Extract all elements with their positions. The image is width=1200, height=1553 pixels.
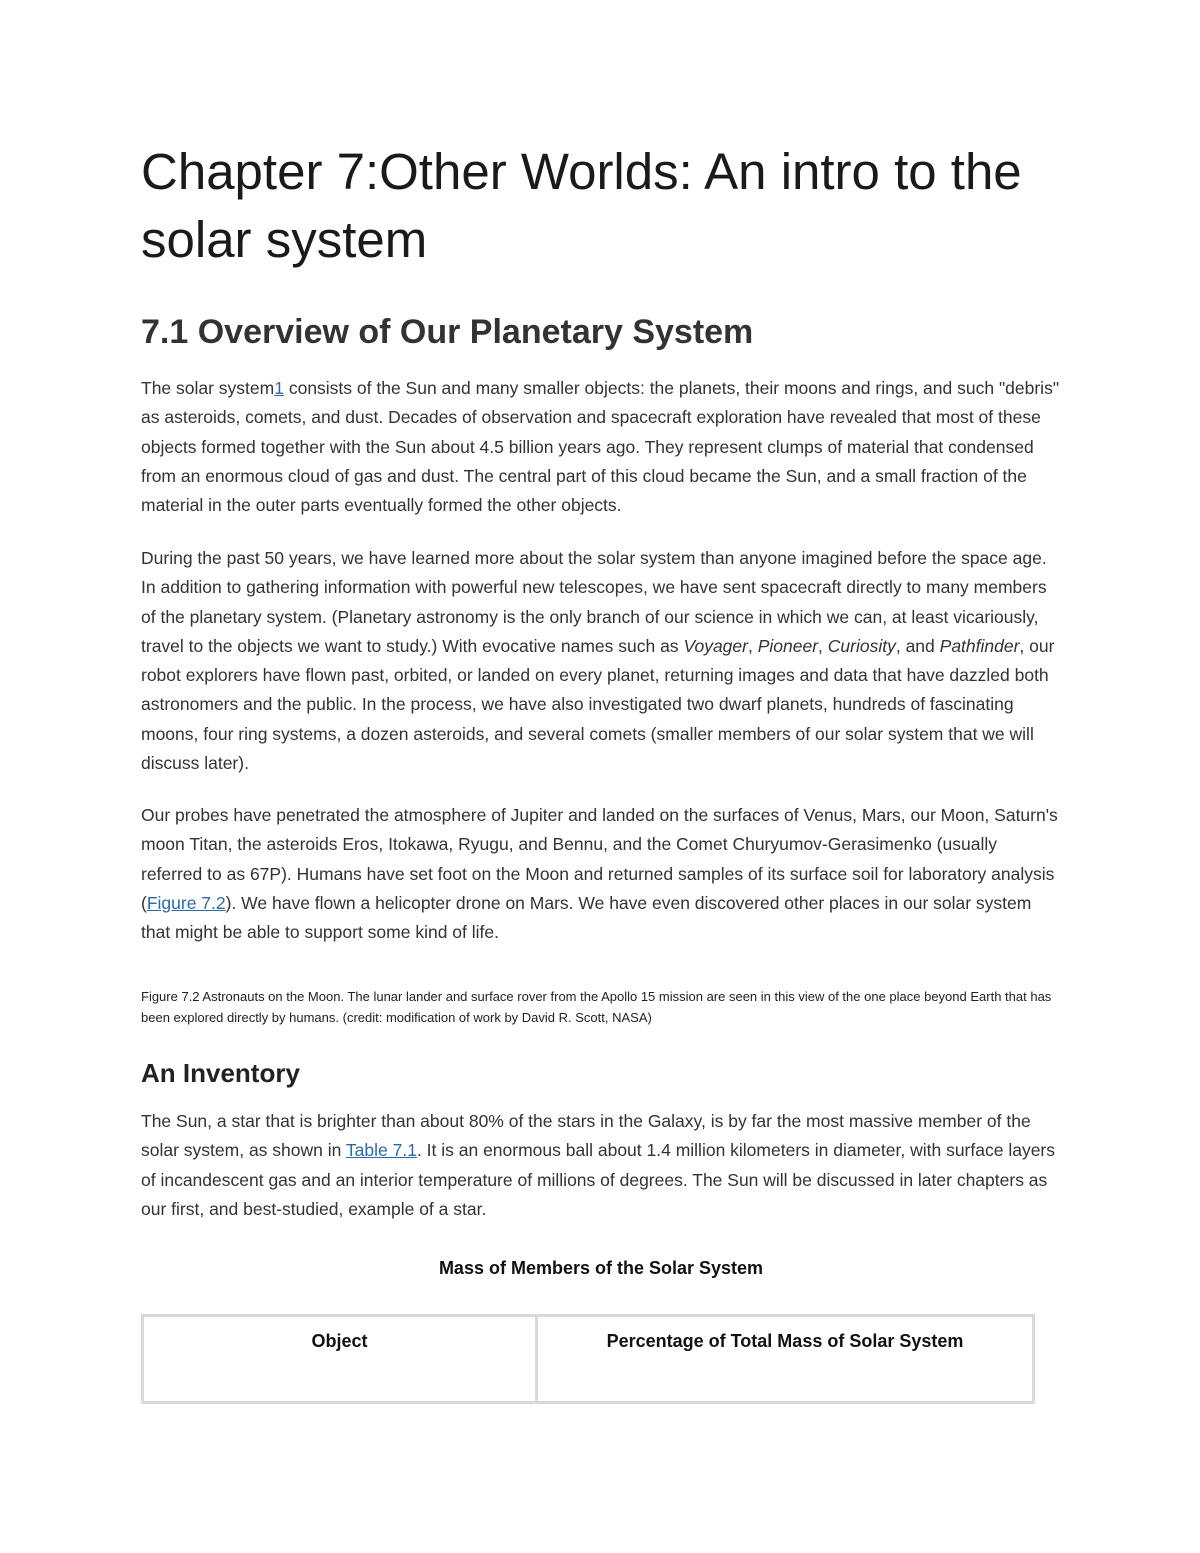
paragraph-probes [141, 801, 1061, 947]
footnote-link[interactable]: 1 [274, 378, 284, 398]
separator: , [747, 635, 758, 656]
section-heading: 7.1 Overview of Our Planetary System [141, 313, 754, 351]
paragraph-overview [141, 374, 1061, 520]
paragraph-exploration [141, 544, 1061, 778]
mass-table [141, 1314, 1035, 1404]
mission-name: Curiosity [827, 635, 896, 656]
paragraph-text: , our robot explorers have flown past, orbited, or landed on every planet, returning images and data that have dazzled both astronomers and the public. In the process, we have also investigated two dwarf planets, hundreds of fascinating moons, four ring systems, a dozen asteroids, and several comets (smaller members of our solar system that we will discuss later). [141, 635, 1055, 774]
paragraph-text: ). We have flown a helicopter drone on Mars. We have even discovered other places in our solar system that might be able to support some kind of life. [141, 892, 1032, 943]
mission-name: Voyager [683, 635, 748, 656]
separator: , and [895, 635, 940, 656]
figure-link[interactable]: Figure 7.2 [146, 892, 226, 913]
mission-name: Pioneer [757, 635, 819, 656]
paragraph-inventory [141, 1107, 1061, 1224]
table-header-object: Object [144, 1317, 538, 1401]
paragraph-text: consists of the Sun and many smaller objects: the planets, their moons and rings, and such "debris" as asteroids, comets, and dust. Decades of observation and spacecraft exploration have revealed that most of these objects formed together with the Sun about 4.5 billion years ago. They represent clumps of material that condensed from an enormous cloud of gas and dust. The central part of this cloud became the Sun, and a small fraction of the material in the outer parts eventually formed the other objects. [141, 378, 1060, 516]
paragraph-text: The solar system [141, 378, 275, 398]
subsection-heading: An Inventory [141, 1058, 300, 1088]
separator: , [818, 635, 828, 656]
table-title: Mass of Members of the Solar System [438, 1258, 764, 1278]
table-link[interactable]: Table 7.1 [345, 1140, 417, 1161]
figure-caption: Figure 7.2 Astronauts on the Moon. The lunar lander and surface rover from the Apollo 15 mission are seen in this view of the one place beyond Earth that has been explored directly by humans. (credit: modification of work by David R. Scott, NASA) [141, 989, 1052, 1025]
paragraph-text: Our probes have penetrated the atmosphere of Jupiter and landed on the surfaces of Venus, Mars, our Moon, Saturn's moon Titan, the asteroids Eros, Itokawa, Ryugu, and Bennu, and the Comet Churyumov-Gerasimenko (usually referred to as 67P). Humans have set foot on the Moon and returned samples of its surface soil for laboratory analysis ( [141, 805, 1058, 913]
mission-name: Pathfinder [939, 635, 1020, 656]
chapter-title: Chapter 7:Other Worlds: An intro to the solar system [141, 143, 1022, 268]
paragraph-text: The Sun, a star that is brighter than about 80% of the stars in the Galaxy, is by far the most massive member of the solar system, as shown in [141, 1111, 1031, 1161]
table-header-percentage: Percentage of Total Mass of Solar System [606, 1331, 964, 1351]
paragraph-text: . It is an enormous ball about 1.4 million kilometers in diameter, with surface layers of incandescent gas and an interior temperature of millions of degrees. The Sun will be discussed in later chapters as our first, and best-studied, example of a star. [141, 1140, 1056, 1219]
paragraph-text: During the past 50 years, we have learned more about the solar system than anyone imagined before the space age. In addition to gathering information with powerful new telescopes, we have sent spacecraft directly to many members of the planetary system. (Planetary astronomy is the only branch of our science in which we can, at least vicariously, travel to the objects we want to study.) With evocative names such as [141, 548, 1047, 656]
